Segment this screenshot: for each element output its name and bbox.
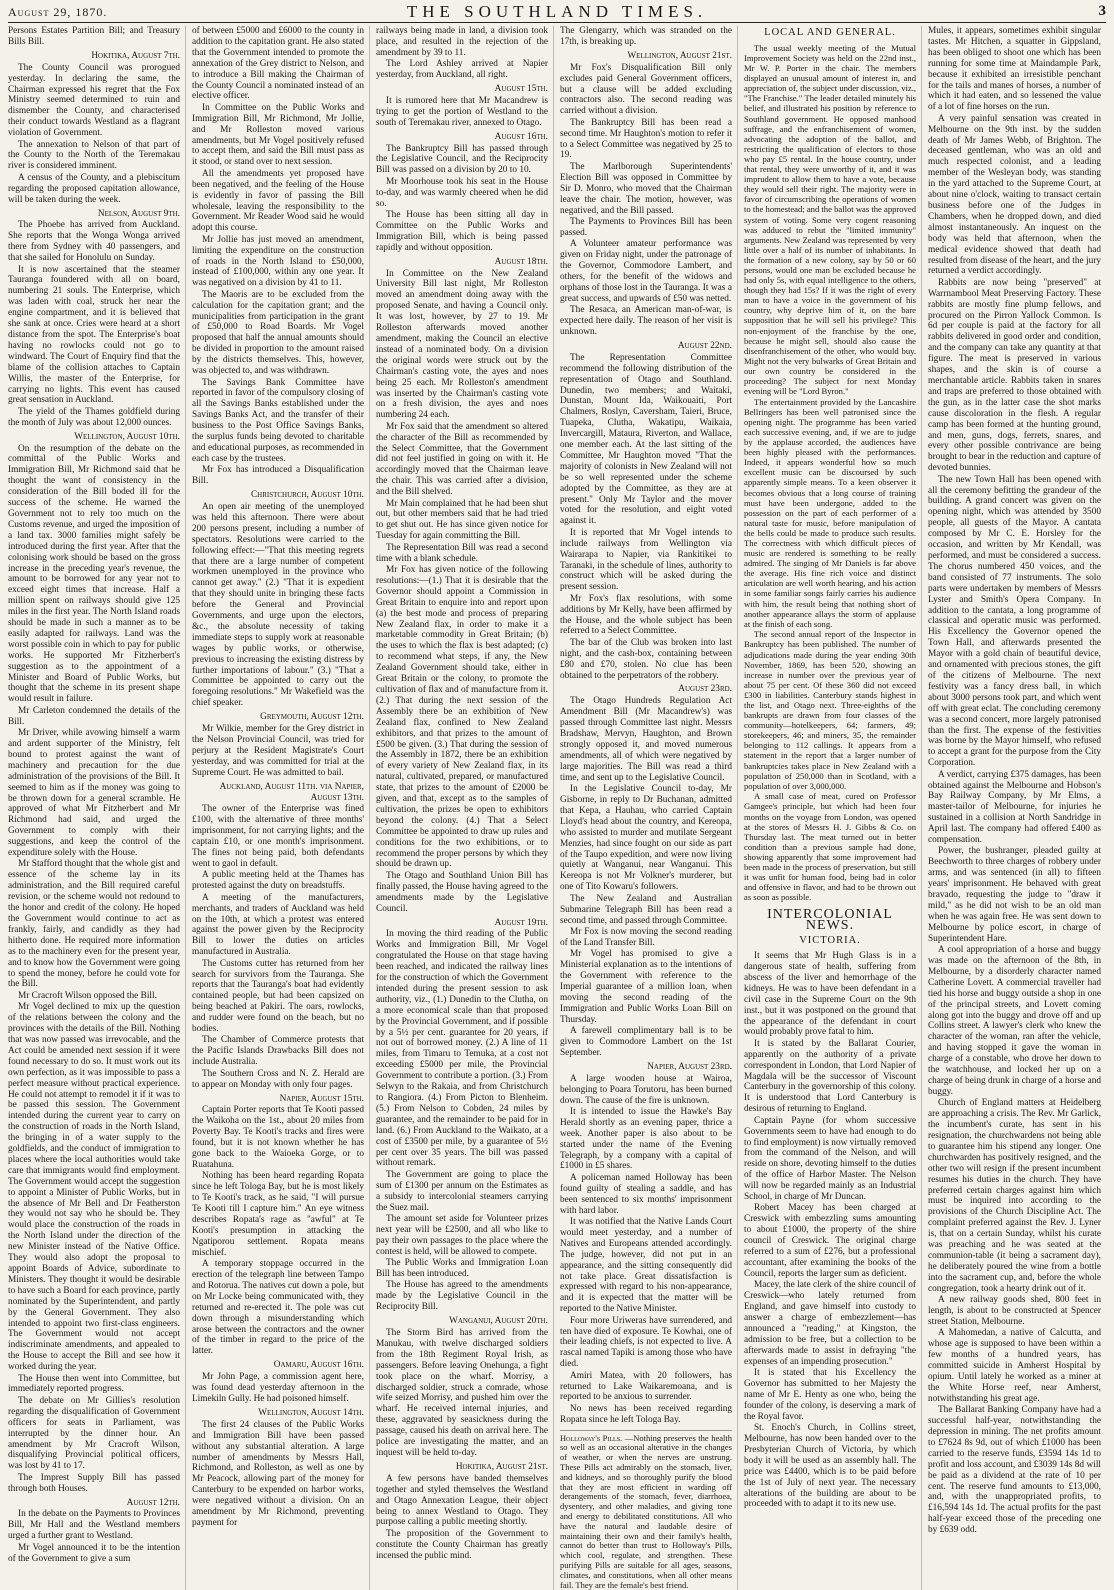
paragraph: The Southern Cross and N. Z. Herald are to appear on Monday with only four pages.	[192, 1068, 364, 1090]
paragraph: Mr Fox's flax resolutions, with some additions by Mr Kelly, have been affirmed by the House, and the whole subject has been referred to a Select Committee.	[560, 593, 732, 637]
paragraph: The Representation Committee recommend the following distribution of the representation of Otago and Southland. Dunedin, two members; and Waitaki, Dunstan, Mount Ida, Waikouaiti, Port Chalmers, Roslyn, Caversham, Taieri, Bruce, Tuapeka, Clutha, Wakatipu, Waikaia, Invercargill, Mataura, Riverton, and Wallace, one member each. At the last sitting of the Committee, Mr Haughton moved "That the majority of colonists in New Zealand will not be so well represented under the scheme adopted by the Committee, as they are at present." Only Mr Taylor and the mover voted for the resolution, and eight voted against it.	[560, 352, 732, 527]
paragraph: In Committee on the New Zealand University Bill last night, Mr Rolleston moved an amendment doing away with the proposed Senate, and having a Council only. It was lost, however, by 27 to 19. Mr Rolleston afterwards moved another amendment, making the Council an elective instead of a nominated body. On a division the original words were struck out by the Chairman's casting vote, the ayes and noes being 25 each. Mr Rolleston's amendment was inserted by the Chairman's casting vote on a fresh division, the ayes and noes numbering 24 each.	[376, 268, 548, 421]
paragraph: A new railway goods shed, 800 feet in length, is about to be constructed at Spencer street Station, Melbourne.	[928, 1295, 1101, 1327]
paragraph: It was notified that the Native Lands Court would meet yesterday, and a number of Natives and Europeans attended accordingly. The judge, however, did not put in an appearance, and the sitting consequently did not take place. Great dissatisfaction is expressed with regard to his non-appearance, and it is expected that the matter will be reported to the Native Minister.	[560, 1216, 732, 1315]
paragraph: Power, the bushranger, pleaded guilty at Beechworth to three charges of robbery under arms, and was sentenced (in all) to fifteen years' imprisonment. He behaved with great bravado, requesting the judge to "draw it mild," as he did not wish to be an old man when he was again free. He was sent down to Melbourne by police escort, in charge of Superintendent Hare.	[928, 846, 1101, 944]
paragraph: Mr Carleton condemned the details of the Bill.	[8, 705, 180, 727]
paragraph: The yield of the Thames goldfield during the month of July was about 12,000 ounces.	[8, 406, 180, 428]
paragraph: It is stated by the Ballarat Courier, apparently on the authority of a private correspondent in London, that Lord Napier of Magdala will be the successor of Viscount Canterbury in the governorship of this colony. It is understood that Lord Canterbury is desirous of returning to England.	[744, 1038, 916, 1115]
paragraph: A cool appropriation of a horse and buggy was made on the afternoon of the 8th, in Melbourne, by a disorderly character named Catherine Lovett. A commercial traveller had tied his horse and buggy outside a shop in one of the principal streets, and Lovett coming along got into the buggy and drove off and up Collins street. A lawyer's clerk who knew the character of the woman, ran after the vehicle, and having stopped it gave the woman in charge of a constable, who drove her down to the watchhouse, and locked her up on a charge of being drunk in charge of a horse and buggy.	[928, 945, 1101, 1097]
paragraph: It seems that Mr Hugh Glass is in a dangerous state of health, suffering from abscess of the liver and hemorrhage of the kidneys. He was to have been defendant in a civil case in the Supreme Court on the 9th inst., but it was postponed on the ground that the appearance of the defendant in court would probably prove fatal to him.	[744, 951, 916, 1038]
paragraph: A meeting of the manufacturers, merchants, and traders of Auckland was held on the 10th, at which a protest was entered against the power given by the Reciprocity Bill to lower the duties on articles manufactured in Australia.	[192, 892, 364, 958]
paragraph: Mules, it appears, sometimes exhibit singular tastes. Mr Hitchen, a squatter in Gippsland, has been obliged to shoot one which has been running for some time at Maindample Park, because it exhibited an irresistible penchant for the tails and manes of horses, a number of which it had eaten, and so lessened the value of a lot of fine horses on the run.	[928, 26, 1101, 113]
paragraph: Mr Main complained that he had been shut out, but other members said that he had tried to get shut out. He has since given notice for Tuesday for again committing the Bill.	[376, 498, 548, 542]
masthead	[8, 2, 1106, 22]
paragraph: A policeman named Holloway has been found guilty of stealing a saddle, and has been sentenced to six months' imprisonment with hard labor.	[560, 1172, 732, 1216]
paragraph: A very painful sensation was created in Melbourne on the 9th inst. by the sudden death of Mr James Webb, of Brighton. The deceased gentleman, who was an old and much respected colonist, and a leading member of the Wesleyan body, was standing in the yard attached to the Supreme Court, at about nine o'clock, waiting to transact certain business before one of the Judges in Chambers, when he dropped down, and died almost instantaneously. An inquest on the body was held that afternoon, when the medical evidence showed that death had resulted from disease of the heart, and the jury returned a verdict accordingly.	[928, 113, 1101, 277]
paragraph: A large wooden house at Wairoa, belonging to Poara Torutoru, has been burned down. The cause of the fire is unknown.	[560, 1073, 732, 1106]
paragraph: The usual weekly meeting of the Mutual Improvement Society was held on the 22nd inst., Mr W. P. Porter in the chair. The members displayed an unusual amount of interest in, and appreciation of, the subject under discussion, viz., "The Franchise." The leader detailed minutely his belief, and illustrated his position by reference to Southland government. He opposed manhood suffrage, and the enfranchisement of women, advocating the adoption of the ballot, and restricting the qualification of electors to those who pay £5 rental. In the house country, under that rental, they were unworthy of it, and it was imprudent to allow them to have a vote, because they would sell their right. The majority were in favor of circumscribing the operations of women to the homestead; and the ballot was the approved system of voting. Some very cogent reasoning was adduced to rebut the "limited immunity" arguments. New Zealand was represented by very little over a half of its number of inhabitants. In the formation of a new colony, say by 50 or 60 persons, would one man be excluded because he had only 5s, with equal intelligence to the others, though they had 15s? If it was the right of every man to have a voice in the government of his country, why deprive him of it, on the bare supposition that he will sell his privilege? This non-enjoyment of the franchise by the one, because he might sell, should also cause the disenfranchisement of the other, who would buy. Might not the very bulwarks of Great Britain and our own country be considered in the proceeding? The subject for next Monday evening will be "Lord Byron."	[744, 42, 916, 397]
paragraph: Nothing has been heard regarding Ropata since he left Tologa Bay, but he is most likely to Te Kooti's track, as he said, "I will pursue Te Kooti till I capture him." An eye witness describes Ropata's rage as "awful" at Te Kooti's presumption in attacking the Ngatiporou settlement. Ropata means mischief.	[192, 1171, 364, 1258]
paragraph: Mr Jollie has just moved an amendment, limiting the expenditure on the construction of roads in the North Island to £50,000, instead of £100,000, within any one year. It was negatived on a division by 41 to 11.	[192, 234, 364, 289]
paragraph: A few persons have banded themselves together and styled themselves the Westland and Otago Annexation League, their object being to annex Westland to Otago. They purpose calling a public meeting shortly.	[376, 1473, 548, 1528]
dateline: Wellington, August 10th.	[74, 431, 180, 442]
paragraph: It is now ascertained that the steamer Tauranga foundered with all on board, numbering 21 souls. The Enterprise, which was laden with coal, struck her near the engine compartment, and it is believed that she sank at once. Cries were heard at a short distance from the spot. The Enterprise's boat having no rowlocks could not go to windward. The Court of Enquiry find that the blame of the collision attaches to Captain Willis, the master of the Enterprise, for carrying no lights. This event has caused great sensation in Auckland.	[8, 264, 180, 406]
paragraph: The proposition of the Government to constitute the County Chairman has greatly incensed the public mind.	[376, 1528, 548, 1561]
paragraph: The second annual report of the Inspector in Bankruptcy has been published. The number of adjudications made during the year ending 30th November, 1869, has been 520, showing an increase in number over the previous year of about 75 per cent. Of these 360 did not exceed £300 in liabilities. Canterbury stands highest in the list, and Otago next. Three-eighths of the bankrupts are drawn from four classes of the community—hotelkeepers, 64; farmers, 49; storekeepers, 46; and miners, 35, the remainder belonging to 112 callings. It appears from a statement in the report that a larger number of bankruptcies takes place in New Zealand with a population of 250,000 than in Scotland, with a population of over 3,000,000.	[744, 629, 916, 791]
paragraph: A census of the County, and a plebiscitum regarding the proposed capitation allowance, will be taken during the week.	[8, 172, 180, 205]
paragraph: Mr Fox is now moving the second reading of the Land Transfer Bill.	[560, 926, 732, 948]
paragraph: The first 24 clauses of the Public Works and Immigration Bill have been passed without any substantial alteration. A large number of amendments by Messrs Hall, Richmond, and Rolleston, as well as one by Mr Peacock, allowing part of the money for Canterbury to be expended on harbor works, were negatived without a division. On an amendment by Mr Richmond, preventing payment for	[192, 1419, 364, 1528]
paragraph: The Bankruptcy Bill has passed through the Legislative Council, and the Reciprocity Bill was passed on a division by 20 to 10.	[376, 143, 548, 176]
paragraph: Four more Uriweras have surrendered, and ten have died of exposure. Te Kowhai, one of their leading chiefs, is not expected to live. A rascal named Tapiki is among those who have died.	[560, 1315, 732, 1370]
paragraph: Church of England matters at Heidelberg are approaching a crisis. The Rev. Mr Garlick, the incumbent's curate, has sent in his resignation, the churchwardens not being able to guarantee him his stipend any longer. One churchwarden has positively resigned, and the other two will resign if the present incumbent resumes his duties in the church. They have preferred certain charges against him which must be inquired into according to the provisions of the Church Discipline Act. The complaint preferred against the Rev. J. Lyner is, that on a certain Sunday, whilst his curate was preaching and he was seated at the communion-table (it being a sacrament day), he deliberately poured the wine from a bottle into the sacrament cup, and, before the whole congregation, took a hearty drink out of it.	[928, 1098, 1101, 1294]
advertisement-text: —Nothing preserves the health so well as an occasional alterative in the changes of weather, or when the nerves are unstrung. These Pills act admirably on the stomach, liver, and kidneys, and so thoroughly purify the blood that they are most efficient in warding off derangements of the stomach, fever, diarrhoea, dysentery, and other maladies, and giving tone and energy to debilitated constitutions. All who have the natural and laudable desire of maintaining their own and their family's health, cannot do better than trust to Holloway's Pills, which cool, regulate, and strengthen. These purifying Pills are suitable for all ages, seasons, climates, and constitutions, when all other means fail. They are the female's best friend.	[560, 1432, 733, 1590]
paragraph: The Chamber of Commerce protests that the Pacific Islands Drawbacks Bill does not include Australia.	[192, 1035, 364, 1068]
paragraph: Mr Stafford thought that the whole gist and essence of the scheme lay in its administration, and the Bill required careful revision, or the scheme would not redound to the honor and credit of the colony. He hoped the Government would continue to act as frankly, fairly, and candidly as they had hitherto done. He required more information as to the machinery even for the present year, and to know how the Government were going to spend the money, before he could vote for the Bill.	[8, 859, 180, 990]
dateline: Hokitika, August 21st.	[455, 1461, 548, 1472]
column-1	[8, 26, 186, 1590]
paragraph: Captain Payne (for whom successive Governments seem to have had enough to do to find employment) is now virtually removed from the command of the Nelson, and will reside on shore, devoting himself to the duties of the office of Harbor Master. The Nelson will now be regarded mainly as an Industrial School, in charge of Mr Duncan.	[744, 1115, 916, 1203]
paragraph: Mr Fox said that the amendment so altered the character of the Bill as recommended by the Select Committee, that the Government did not feel justified in going on with it. He accordingly moved that the Chairman leave the chair. This was carried after a division, and the Bill shelved.	[376, 421, 548, 498]
paragraph: An open air meeting of the unemployed was held this afternoon. There were about 200 persons present, including a number of spectators. Resolutions were carried to the following effect:—"That this meeting regrets that there are a large number of competent workmen unemployed in the province who cannot get away." (2.) "That it is expedient that they should unite in bringing these facts before the General and Provincial Governments, and urge upon the electors, &c., the absolute necessity of taking immediate steps to supply work at reasonable wages by public works, or otherwise, previous to increasing the existing distress by further importations of labour." (3.) "That a Committee be appointed to carry out the foregoing resolutions." Mr Wakefield was the chief speaker.	[192, 501, 364, 709]
paragraph: A temporary stoppage occurred in the erection of the telegraph line between Tampo and Rotorua. The natives cut down a pole, but on Mr Locke being communicated with, they returned and re-erected it. The pole was cut down through a misunderstanding which arose between the contractors and the owner of the timber in regard to the price of the latter.	[192, 1259, 364, 1357]
paragraph: The Resaca, an American man-of-war, is expected here daily. The reason of her visit is unknown.	[560, 305, 732, 337]
dateline: Hokitika, August 7th.	[91, 50, 180, 61]
paragraph: The Imprest Supply Bill has passed through both Houses.	[8, 1472, 180, 1494]
dateline: August 12th.	[126, 1497, 180, 1508]
paragraph: Mr Driver, while avowing himself a warm and ardent supporter of the Ministry, felt bound to protest against the want of machinery and precaution for the due administration of the provisions of the Bill. It seemed to him as if the money was going to be thrown down for a general scramble. He approved of what Mr Fitzherbert and Mr Richmond had said, and urged the Government to comply with their suggestions, and keep the control of the expenditure solely with the House.	[8, 728, 180, 859]
paragraph: In Committee on the Public Works and Immigration Bill, Mr Richmond, Mr Jollie, and Mr Rolleston moved various amendments, but Mr Vogel positively refused to accept them, and said the Bill must pass as it stood, or stand over to next session.	[192, 102, 364, 168]
paragraph: In the debate on the Payments to Provinces Bill, Mr Hall and the Westland members urged a further grant to Westland.	[8, 1509, 180, 1542]
paragraph: Rabbits are now being "preserved" at Warrnambool Meat Preserving Factory. These rabbits are mostly fine plump fellows, and procured on the Pirron Yallock Common. Is 6d per couple is paid at the factory for all rabbits delivered in good order and condition, and the company can take any quantity at that figure. The meat is preserved in various shapes, and the skin is of course a merchantable article. Rabbits taken in snares and traps are preferred to those obtained with the gun, as in the latter case the shot marks cause discoloration in the flesh. A regular camp has been formed at the hunting ground, and men, guns, dogs, ferrets, snares, and every other possible contrivance are being brought to bear in the reduction and capture of devoted bunnies.	[928, 277, 1101, 474]
paragraph: In moving the third reading of the Public Works and Immigration Bill, Mr Vogel congratulated the House on that stage having been reached, and indicated the railway lines for the construction of which the Government intended during the present session to ask authority, viz., (1.) Dunedin to the Clutha, on a more economical scale than that proposed by the Provincial Government, and if possible by a 5½ per cent. guarantee for 20 years, if not out of borrowed money. (2.) A line of 11 miles, from Timaru to Temuka, at a cost not exceeding £5000 per mile, the Provincial Government to contribute a portion. (3.) From Selwyn to the Rakaia, and from Christchurch to Rangiora. (4.) From Picton to Blenheim. (5.) From Nelson to Cobden, 24 miles by guarantee, and the remainder to be paid for in land. (6.) From Auckland to the Waikato, at a cost of £3500 per mile, by a guarantee of 5½ per cent over 35 years. The bill was passed without remark.	[376, 929, 548, 1169]
paragraph: It is intended to issue the Hawke's Bay Herald shortly as an evening paper, thrice a week. Another paper is also about to be started under the name of the Evening Telegraph, by a company with a capital of £1000 in £5 shares.	[560, 1106, 732, 1172]
paragraph: Macey, the late clerk of the shire council of Creswick—who lately returned from England, and gave himself into custody to answer a charge of embezzlement—has announced a "reading," at Kingston, the admission to be free, but a collection to be afterwards made to assist in defraying "the expenses of an impending prosecution."	[744, 1280, 916, 1367]
paragraph: A farewell complimentary ball is to be given to Commodore Lambert on the 1st September.	[560, 1026, 732, 1058]
paragraph: The Otago and Southland Union Bill has finally passed, the House having agreed to the amendments made by the Legislative Council.	[376, 870, 548, 914]
paragraph: Mr Fox has given notice of the following resolutions:—(1.) That it is desirable that the Governor should appoint a Commission in Great Britain to enquire into and report upon (a) the best mode and process of preparing New Zealand flax, in order to make it a marketable commodity in Great Britain; (b) the uses to which the flax is best adapted; (c) to recommend what steps, if any, the New Zealand Government should take, either in Great Britain or the colony, to promote the cultivation of flax and of manufacture from it. (2.) That during the next session of the Assembly there be an exhibition of New Zealand flax, confined to New Zealand exhibitors, and that prizes to the amount of £500 be given. (3.) That during the session of the Assembly in 1872, there be an exhibition of every variety of New Zealand flax, in its natural, cultivated, prepared, or manufactured state, that prizes to the amount of £2000 be given, and that, except as to the samples of cultivation, the prizes be open to exhibitors beyond the colony. (4.) That a Select Committee be appointed to draw up rules and conditions for the two exhibitions, or to recommend the proper persons by which they should be drawn up.	[376, 565, 548, 870]
paragraph: The House then went into Committee, but immediately reported progress.	[8, 1373, 180, 1395]
paragraph: The Customs cutter has returned from her search for survivors from the Tauranga. She reports that the Tauranga's boat had evidently contained people, but had been capsized on being beached at Pakiri. The oars, rowlocks, and rudder were found on the beach, but no bodies.	[192, 958, 364, 1035]
dateline: Wanganui, August 20th.	[449, 1316, 548, 1327]
paragraph: A Volunteer amateur performance was given on Friday night, under the patronage of the Governor, Commodore Lambert, and others, for the benefit of the widows and orphans of those lost in the Tauranga. It was a great success, and upwards of £50 was netted.	[560, 239, 732, 304]
paragraph: Mr John Page, a commission agent here, was found dead yesterday afternoon in the Limekiln Gully. He had poisoned himself.	[192, 1372, 364, 1404]
advertisement-heading: Holloway's Pills.	[560, 1432, 623, 1443]
dateline: August 15th.	[494, 84, 548, 95]
paragraph: Amiri Matea, with 20 followers, has returned to Lake Waikaremoana, and is reported to be anxious to surrender.	[560, 1370, 732, 1403]
paragraph: The County Council was prorogued yesterday. In declaring the same, the Chairman expressed his regret that the Fox Ministry seemed determined to ruin and dismember the County, and characterised their conduct towards Westland as a flagrant violation of Government.	[8, 62, 180, 139]
paragraph: The Bankruptcy Bill has been read a second time. Mr Haughton's motion to refer it to a Select Committee was negatived by 25 to 19.	[560, 117, 732, 161]
paragraph: of between £5000 and £6000 to the county in addition to the capitation grant. He also stated that the Government intended to promote the annexation of the Grey district to Nelson, and to introduce a Bill making the Chairman of the County Council a nominated instead of an elective officer.	[192, 26, 364, 102]
paragraph: Mr Fox's Disqualification Bill only excludes paid General Government officers, but a clause will be added excluding contractors also. The second reading was carried without a division.	[560, 62, 732, 117]
paragraph: The Lord Ashley arrived at Napier yesterday, from Auckland, all right.	[376, 59, 548, 81]
paragraph: The Government are going to place the sum of £1300 per annum on the Estimates as a subsidy to intercolonial steamers carrying the Suez mail.	[376, 1169, 548, 1213]
paragraph: The bar of the Club was broken into last night, and the cash-box, containing between £80 and £70, stolen. No clue has been obtained to the perpetrators of the robbery.	[560, 637, 732, 681]
dateline: August 16th.	[494, 131, 548, 142]
paragraph: Mr Wilkie, member for the Grey district in the Nelson Provincial Council, was tried for perjury at the Resident Magistrate's Court yesterday, and was committed for trial at the Supreme Court. He was admitted to bail.	[192, 724, 364, 778]
paragraph: A small case of meat, cured on Professor Gamgee's principle, but which had been four months on the voyage from London, was opened at the stores of Messrs H. J. Gibbs & Co. on Thursday last. The meat turned out in better condition than a previous sample had done, showing apparently that some improvement had been made in the process of preservation, but still it was unfit for human food, being bad in color and offensive in flavor, and had to be thrown out as soon as possible.	[744, 791, 916, 903]
column-6	[928, 26, 1106, 1590]
paragraph: Mr Cracroft Wilson opposed the Bill.	[18, 990, 157, 1001]
paragraph: Mr Vogel announced it to be the intention of the Government to give a sum	[8, 1542, 180, 1564]
paragraph: It is rumored here that Mr Macandrew is trying to get the portion of Westland to the south of Teremakau river, annexed to Otago.	[376, 95, 548, 128]
column-4	[560, 26, 738, 1590]
paragraph: It is stated that his Excellency the Governor has submitted to her Majesty the name of Mr E. Henty as one who, being the founder of the colony, is deserving a mark of the Royal favor.	[744, 1368, 916, 1422]
column-5	[744, 26, 922, 1590]
paragraph: Persons Estates Partition Bill; and Treasury Bills Bill.	[8, 26, 180, 47]
paragraph: On the resumption of the debate on the committal of the Public Works and Immigration Bill, Mr Richmond said that he thought the want of consistency in the consideration of the Bill boded ill for the success of the scheme. He warned the Government not to rely too much on the Customs revenue, and urged the imposition of a land tax. 3000 families might safely be introduced during the first year. After that the colonising work should be based on the gross increase in the preceding year's revenue, the amount to be borrowed for any year not to exceed eight times that increase. Half a million spent on railways should give 125 miles in the first year. The North Island roads should be made in such a manner as to be easily adapted for railways. Land was the worst possible coin in which to pay for public works. He supported Mr Fitzherbert's suggestion as to the appointment of a Minister and Board of Public Works, but thought that the scheme in its present shape would result in failure.	[8, 443, 180, 705]
dateline: Christchurch, August 10th.	[250, 490, 364, 501]
paragraph: railways being made in land, a division took place, and resulted in the rejection of the amendment by 39 to 11.	[376, 26, 548, 58]
paragraph: A Mahomedan, a native of Calcutta, and whose age is supposed to have been within a few months of a hundred years, has committed suicide in Amherst Hospital by opium. Until lately he worked as a miner at the White Horse reef, near Amherst, notwithstanding his great age.	[928, 1328, 1101, 1404]
dateline: Auckland, August 11th. via Napier, August 13th.	[219, 781, 364, 803]
masthead-rule	[8, 22, 1106, 23]
paragraph: Mr Moorhouse took his seat in the House to-day, and was warmly cheered when he did so.	[376, 176, 548, 209]
paragraph: The Storm Bird has arrived from the Manukau, with twelve discharged soldiers from the 18th Regiment Royal Irish, as passengers. Before leaving Onehunga, a fight took place on the wharf. Morrisy, a discharged soldier, struck a comrade, whose wife seized Morrisy, and pushed him over the wharf. He received internal injuries, and these, aggravated by seasickness during the passage, caused his death on arrival here. The police are investigating the matter, and an inquest will be held to-day.	[376, 1328, 548, 1458]
dateline: August 19th.	[494, 917, 548, 928]
paragraph: St. Enoch's Church, in Collins street, Melbourne, has now been handed over to the Presbyterian Church of Victoria, by which body it will be used as an assembly hall. The price was £4400, which is to be paid before the 1st of July of next year. The necessary alterations of the building are about to be proceeded with to adapt it to its new use.	[744, 1423, 916, 1510]
dateline: Napier, August 23rd.	[647, 1061, 732, 1072]
dateline: Oamaru, August 16th.	[273, 1360, 364, 1371]
paragraph: The Maoris are to be excluded from the calculation for the capitation grant; and the municipalities from participation in the grant of £50,000 to Road Boards. Mr Vogel proposed that half the annual amounts should be divided in proportion to the amount raised by the districts themselves. This, however, was objected to, and was withdrawn.	[192, 289, 364, 377]
dateline: Wellington, August 21st.	[627, 50, 732, 61]
paragraph: A verdict, carrying £375 damages, has been obtained against the Melbourne and Hobson's Bay Railway Company, by Mr Elms, a master-tailor of Melbourne, for injuries he sustained in a collision at North Sandridge in April last. The company had offered £400 as compensation.	[928, 769, 1101, 846]
newspaper-title: THE SOUTHLAND TIMES.	[406, 2, 708, 21]
dateline: Napier, August 15th.	[279, 1093, 364, 1104]
paragraph: The new Town Hall has been opened with all the ceremony befitting the grandeur of the building. A grand concert was given on the opening night, which was attended by 3500 people, all guests of the Mayor. A cantata composed by Mr C. E. Horsley for the occasion, and written by Mr Kendall, was performed, and must be considered a success. The chorus numbered 450 voices, and the band consisted of 77 instruments. The solo parts were undertaken by members of Messrs Lyster and Smith's Opera Company. In addition to the cantata, a long programme of classical and operatic music was performed. His Excellency the Governor opened the Town Hall, and afterwards presented the Mayor with a gold chain of beautiful device, and ornamented with precious stones, the gift of the citizens of Melbourne. The next festivity was a fancy dress ball, in which about 3000 persons took part, and which went off with great eclat. The concluding ceremony was a second concert, more largely patronised than the first. The expense of the festivities was borne by the Mayor himself, who refused to accept a grant for the purpose from the City Corporation.	[928, 474, 1101, 769]
paragraph: The Savings Bank Committee have reported in favor of the compulsory closing of all the Savings Banks established under the Savings Banks Act, and the transfer of their business to the Post Office Savings Banks, the surplus funds being devoted to charitable and educational purposes, as recommended in each case by the trustees.	[192, 377, 364, 464]
paragraph: The entertainment provided by the Lancashire Bellringers has been well patronised since the opening night. The programme has been varied each successive evening, and, if we are to judge by the applause accorded, the audiences have been highly pleased with the performances. Indeed, it appears wonderful how so much excellent music can be discoursed by such apparently simple means. To a keen observer it becomes obvious that a long course of training must have been undergone, added to the possession on the part of each performer of a natural taste for music, before manipulation of the bells could be made to produce such results. The correctness with which difficult pieces of music are rendered is something to be really admired. The singing of Mr Daniels is far above the average. His fine rich voice and distinct articulation are well worth hearing, and his action in some familiar songs fairly carries his audience with him, the result being that nothing short of another appearance allays the storm of applause at the finish of each song.	[744, 396, 916, 629]
section-title: INTERCOLONIAL NEWS.	[767, 907, 893, 934]
paragraph: The Phoebe has arrived from Auckland. She reports that the Wonga Wonga arrived there from Sydney with 40 passengers, and that she sailed for Honolulu on Sunday.	[8, 220, 180, 264]
section-subtitle: VICTORIA.	[799, 935, 861, 947]
dateline: Wellington, August 14th.	[258, 1407, 364, 1418]
paragraph: The debate on Mr Gillies's resolution regarding the disqualification of Government officers for seats in Parliament, was interrupted by the dinner hour. An amendment by Mr Cracroft Wilson, disqualifying Provincial political officers, was lost by 41 to 17.	[8, 1395, 180, 1472]
paragraph: The Glengarry, which was stranded on the 17th, is breaking up.	[560, 26, 732, 47]
dateline: Greymouth, August 12th.	[260, 712, 364, 723]
paragraph: The owner of the Enterprise was fined £100, with the alternative of three months' imprisonment, for not carrying lights; and the captain £10, or one month's imprisonment. The fines not being paid, both defendants went to gaol in default.	[192, 804, 364, 869]
article-columns	[8, 26, 1106, 1590]
paragraph: Mr Vogel declined to mix up the question of the relations between the colony and the provinces with the details of the Bill. Nothing that was now passed was irrevocable, and the Act could be amended next session if it were found necessary to do so. It must work out its own perfection, as it was impossible to pass a perfect measure without practical experience. He could not attempt to remodel it if it was to be passed this session. The Government intended during the current year to carry on the construction of roads in the North Island, the bringing in of a water supply to the goldfields, and the conduct of immigration to places where the local authorities would take care that immigrants would find employment. The Government would accept the suggestion to appoint a Minister of Public Works, but in the absence of Mr Bell and Dr Featherston they would not say who he should be. They would place the construction of the roads in the North Island under the direction of the new Minister instead of the Native Office. They would also adopt the proposal to appoint Boards of Advice, subordinate to Ministers. They thought it would be desirable to have such a Board for each province, partly nominated by the Superintendent, and partly by the General Government. They also intended to appoint two first-class engineers. The Government would not accept indiscriminate amendments, and appealed to the House to accept the Bill and see how it worked during the year.	[8, 1002, 180, 1373]
section-title: LOCAL AND GENERAL.	[764, 27, 896, 38]
column-3	[376, 26, 554, 1590]
paragraph: The House has agreed to the amendments made by the Legislative Council in the Reciprocity Bill.	[376, 1280, 548, 1313]
page-number: 3	[1098, 3, 1106, 19]
dateline: August 22nd.	[677, 340, 732, 351]
paragraph: The Marlborough Superintendents' Election Bill was opposed in Committee by Sir D. Monro, who moved that the Chairman leave the chair. The motion, however, was negatived, and the Bill passed.	[560, 161, 732, 216]
paragraph: The annexation to Nelson of that part of the County to the North of the Teremakau river is considered imminent.	[8, 139, 180, 172]
paragraph: It is reported that Mr Vogel intends to include railways from Wellington via Wairarapa to Napier, via Rankitikei to Taranaki, in the schedule of lines, authority to construct which will be asked during the present session.	[560, 527, 732, 593]
issue-date: August 29, 1870.	[8, 5, 108, 19]
paragraph: No news has been received regarding Ropata since he left Tologa Bay.	[560, 1403, 732, 1425]
paragraph: Captain Porter reports that Te Kooti passed the Waikoha on the 1st., about 20 miles from Poverty Bay. Te Kooti's tracks and fires were found, but it is not known whether he has gone back to the Waioeka Gorge, or to Ruatahuna.	[192, 1105, 364, 1170]
dateline: Nelson, August 9th.	[97, 208, 180, 219]
paragraph: The New Zealand and Australian Submarine Telegraph Bill has been read a second time, and passed through Committee.	[560, 893, 732, 926]
dateline: August 23rd.	[678, 684, 732, 695]
paragraph: Mr Fox has introduced a Disqualification Bill.	[192, 465, 364, 487]
paragraph: In the Legislative Council to-day, Mr Gisborne, in reply to Dr Buchanan, admitted that Kepa, a Hauhau, who carried Captain Lloyd's head about the country, and Kereopa, who assisted to murder and mutilate Sergeant Menzies, had since fought on our side as part of the Taupo expedition, and were now living quietly at Wanganui, near Wanganui. This Kereopa is not Mr Volkner's murderer, but one of Tito Kowaru's followers.	[560, 784, 732, 893]
paragraph: The Public Works and Immigration Loan Bill has been introduced.	[376, 1258, 548, 1279]
paragraph: All the amendments yet proposed have been negatived, and the feeling of the House is evidently in favor of passing the Bill wholesale, leaving the responsibility to the Government. Mr Reader Wood said he would adopt this course.	[192, 168, 364, 234]
advertisement	[560, 1430, 732, 1590]
paragraph: Mr Vogel has promised to give a Ministerial explanation as to the intentions of the Government with reference to the Imperial guarantee of a million loan, when moving the second reading of the Immigration and Public Works Loan Bill on Thursday.	[560, 949, 732, 1025]
paragraph: The Otago Hundreds Regulation Act Amendment Bill (Mr Macandrew's) was passed through Committee last night. Messrs Bradshaw, Mervyn, Haughton, and Brown strongly opposed it, and moved numerous amendments, all of which were negatived by large majorities. The Bill was read a third time, and sent up to the Legislative Council.	[560, 696, 732, 783]
paragraph: The House has been sitting all day in Committee on the Public Works and Immigration Bill, which is being passed rapidly and without opposition.	[376, 210, 548, 253]
paragraph: The amount set aside for Volunteer prizes next year will be £2500, and all who like to pay their own passages to the place where the contest is held, will be allowed to compete.	[376, 1213, 548, 1257]
paragraph: A public meeting held at the Thames has protested against the duty on breadstuffs.	[192, 870, 364, 892]
paragraph: The Representation Bill was read a second time with a blank schedule.	[376, 542, 548, 564]
column-2	[192, 26, 370, 1590]
paragraph: Robert Macey has been charged at Creswick with embezzling sums amounting to about £1000, the property of the shire council of Creswick. The original charge referred to a sum of £276, but a professional accountant, after examining the books of the Council, reports the larger sum as deficient.	[744, 1203, 916, 1279]
dateline: August 18th.	[494, 256, 548, 267]
paragraph: The Payments to Provinces Bill has been passed.	[560, 216, 732, 238]
paragraph: The Ballarat Banking Company have had a successful half-year, notwithstanding the depression in mining. The net profits amount to £7624 8s 9d, out of which £1000 has been carried to the reserve funds, £3594 14s 1d to profit and loss account, and £3039 14s 8d will be paid as a dividend at the rate of 10 per cent. The reserve fund amounts to £13,000, and, with the unappropriated profits, to £16,594 14s 1d. The actual profits for the past half-year exceed those of the preceding one by £639 odd.	[928, 1405, 1101, 1536]
